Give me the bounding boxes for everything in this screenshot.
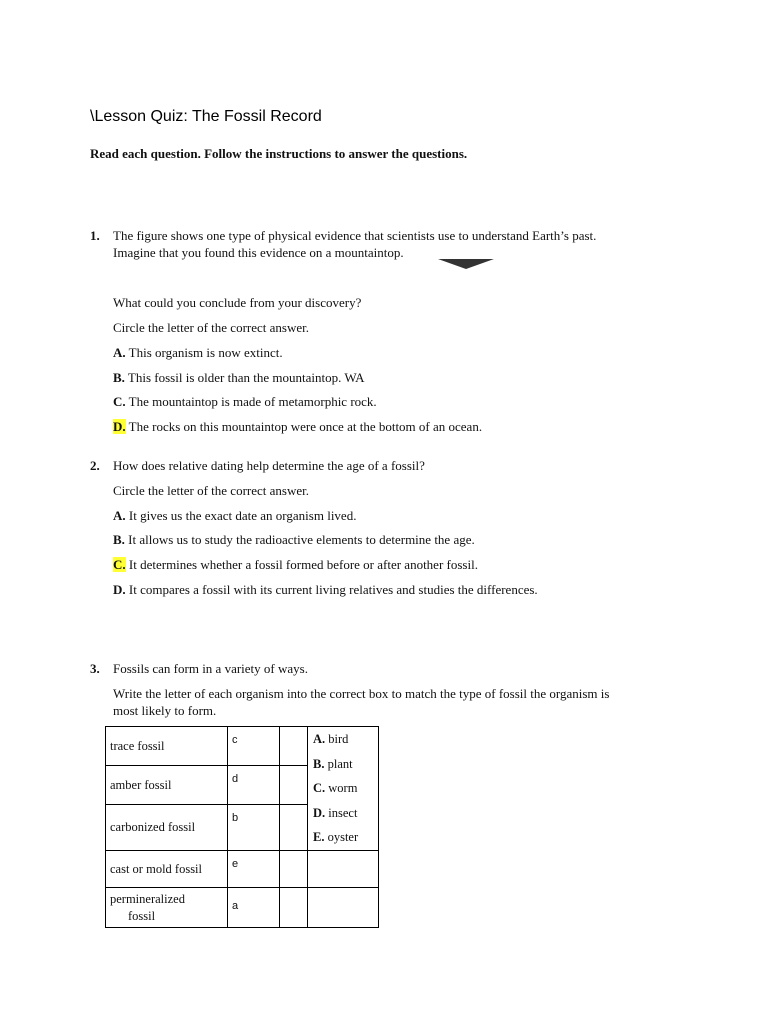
answer-option[interactable]	[113, 531, 475, 548]
option-letter: B.	[113, 532, 125, 547]
question-number: 1.	[90, 228, 100, 243]
blank-cell	[280, 888, 308, 928]
option-text: It gives us the exact date an organism lived.	[125, 508, 357, 523]
organism-item	[313, 727, 373, 752]
organism-letter: E.	[313, 830, 325, 844]
organism-list	[308, 727, 379, 851]
organism-letter: C.	[313, 781, 326, 795]
blank-cell	[280, 805, 308, 851]
answer-box[interactable]: d	[228, 766, 280, 805]
blank-cell	[308, 888, 379, 928]
organism-name: bird	[325, 732, 349, 746]
blank-cell	[280, 727, 308, 766]
instructions: Read each question. Follow the instructions to answer the questions.	[90, 146, 468, 161]
answer-box[interactable]: c	[228, 727, 280, 766]
table-row	[106, 888, 379, 928]
option-text: The rocks on this mountaintop were once at the bottom of an ocean.	[125, 419, 483, 434]
blank-cell	[280, 851, 308, 888]
fossil-type-cell: carbonized fossil	[106, 805, 228, 851]
question-instruction: Write the letter of each organism into the correct box to match the type of fossil the organism is	[113, 686, 610, 701]
option-text: This organism is now extinct.	[125, 345, 283, 360]
question-number: 2.	[90, 458, 100, 473]
option-letter: B.	[113, 370, 125, 385]
fossil-matching-table	[105, 726, 379, 928]
option-letter: A.	[113, 345, 126, 360]
fossil-type-line: permineralized	[110, 891, 185, 906]
organism-letter: D.	[313, 805, 326, 820]
question-number: 3.	[90, 661, 100, 676]
answer-option-selected[interactable]	[113, 556, 478, 573]
answer-option[interactable]	[113, 344, 283, 361]
fossil-type-cell: amber fossil	[106, 766, 228, 805]
answer-box[interactable]: a	[228, 888, 280, 928]
answer-option[interactable]	[113, 393, 377, 410]
fossil-figure-image	[438, 259, 494, 269]
answer-option[interactable]	[113, 507, 356, 524]
option-letter: D.	[113, 582, 126, 597]
question-text: How does relative dating help determine the age of a fossil?	[113, 458, 425, 473]
fossil-type-cell	[106, 888, 228, 928]
answer-box[interactable]: e	[228, 851, 280, 888]
question-text: The figure shows one type of physical evidence that scientists use to understand Earth’s past.	[113, 228, 597, 243]
answer-option-selected[interactable]	[113, 418, 482, 435]
organism-name: worm	[325, 781, 358, 795]
circle-instruction: Circle the letter of the correct answer.	[113, 483, 309, 498]
table-row	[106, 851, 379, 888]
option-text: It compares a fossil with its current living relatives and studies the differences.	[125, 582, 538, 597]
answer-box[interactable]: b	[228, 805, 280, 851]
answer-option[interactable]	[113, 369, 365, 386]
fossil-type-cell: trace fossil	[106, 727, 228, 766]
option-letter-highlighted: C.	[113, 557, 126, 572]
question-text: Fossils can form in a variety of ways.	[113, 661, 308, 676]
organism-item	[313, 776, 373, 801]
question-text: Imagine that you found this evidence on a mountaintop.	[113, 245, 404, 260]
organism-name: oyster	[324, 830, 359, 844]
organism-item	[313, 752, 373, 777]
option-letter: C.	[113, 394, 126, 409]
option-text: This fossil is older than the mountaintop. WA	[124, 370, 365, 385]
option-text: It allows us to study the radioactive elements to determine the age.	[124, 532, 475, 547]
option-letter-highlighted: D.	[113, 419, 126, 434]
question-instruction: most likely to form.	[113, 703, 217, 718]
organism-letter: B.	[313, 756, 325, 771]
answer-option[interactable]	[113, 581, 538, 598]
organism-item	[313, 825, 373, 850]
table-row	[106, 727, 379, 766]
blank-cell	[280, 766, 308, 805]
option-text: The mountaintop is made of metamorphic rock.	[125, 394, 377, 409]
organism-name: insect	[325, 805, 358, 820]
page-title: \Lesson Quiz: The Fossil Record	[90, 108, 322, 125]
blank-cell	[308, 851, 379, 888]
option-letter: A.	[113, 508, 126, 523]
organism-name: plant	[324, 756, 353, 771]
fossil-type-line: fossil	[128, 908, 156, 923]
option-text: It determines whether a fossil formed before or after another fossil.	[125, 557, 478, 572]
circle-instruction: Circle the letter of the correct answer.	[113, 320, 309, 335]
organism-item	[313, 801, 373, 826]
fossil-type-cell: cast or mold fossil	[106, 851, 228, 888]
question-prompt: What could you conclude from your discovery?	[113, 295, 362, 310]
organism-letter: A.	[313, 732, 326, 746]
